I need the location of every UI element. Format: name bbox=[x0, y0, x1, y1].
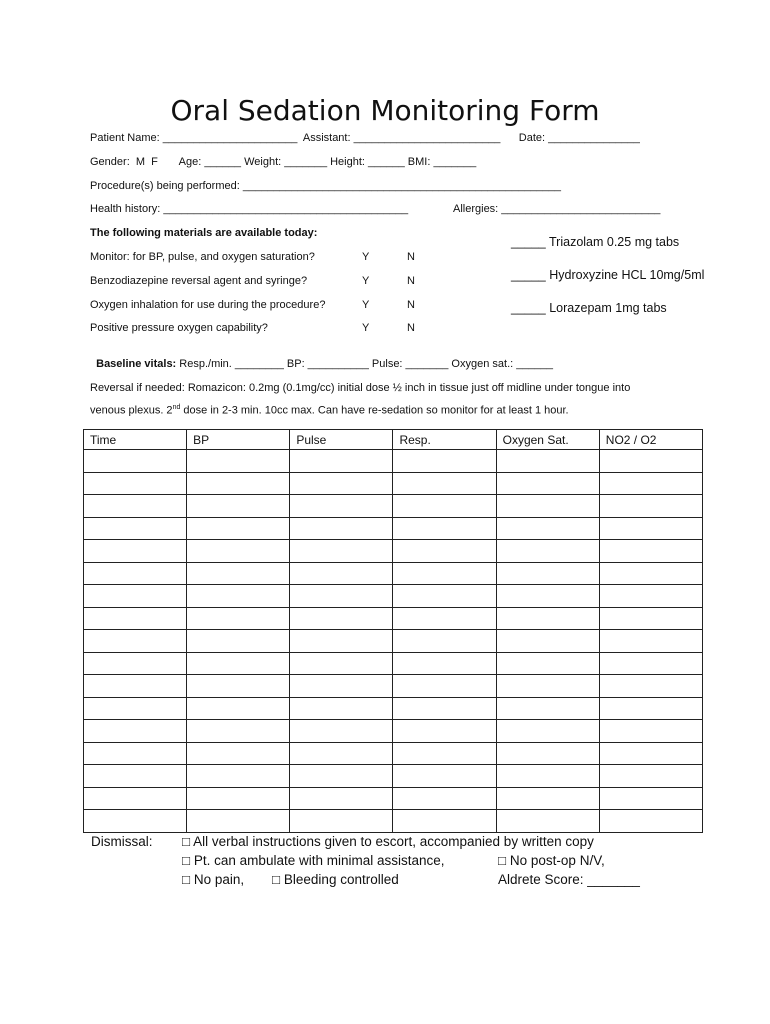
cell-bp[interactable] bbox=[187, 697, 290, 720]
cell-pulse[interactable] bbox=[290, 675, 393, 698]
table-row bbox=[84, 495, 703, 518]
cell-time[interactable] bbox=[84, 540, 187, 563]
cell-bp[interactable] bbox=[187, 540, 290, 563]
material-yes[interactable]: Y bbox=[362, 322, 370, 334]
table-row bbox=[84, 675, 703, 698]
cell-bp[interactable] bbox=[187, 742, 290, 765]
table-row bbox=[84, 607, 703, 630]
cell-resp[interactable] bbox=[393, 697, 496, 720]
cell-bp[interactable] bbox=[187, 810, 290, 833]
table-row bbox=[84, 652, 703, 675]
cell-bp[interactable] bbox=[187, 765, 290, 788]
cell-no2-o2[interactable] bbox=[599, 517, 702, 540]
cell-resp[interactable] bbox=[393, 787, 496, 810]
cell-resp[interactable] bbox=[393, 607, 496, 630]
cell-time[interactable] bbox=[84, 720, 187, 743]
table-header-row bbox=[84, 430, 703, 450]
gender-line[interactable]: Gender: M F Age: ______ Weight: _______ Height: ______ BMI: _______ bbox=[90, 156, 477, 168]
cell-pulse[interactable] bbox=[290, 472, 393, 495]
cell-time[interactable] bbox=[84, 585, 187, 608]
reversal-line-2: venous plexus. 2nd dose in 2-3 min. 10cc max. Can have re-sedation so monitor for at least 1 hour. bbox=[90, 404, 569, 417]
cell-bp[interactable] bbox=[187, 472, 290, 495]
table-row bbox=[84, 562, 703, 585]
cell-time[interactable] bbox=[84, 607, 187, 630]
cell-no2-o2[interactable] bbox=[599, 697, 702, 720]
cell-time[interactable] bbox=[84, 517, 187, 540]
cell-resp[interactable] bbox=[393, 450, 496, 473]
material-no[interactable]: N bbox=[407, 322, 415, 334]
cell-bp[interactable] bbox=[187, 675, 290, 698]
cell-resp[interactable] bbox=[393, 652, 496, 675]
cell-oxygen-sat[interactable] bbox=[496, 562, 599, 585]
cell-no2-o2[interactable] bbox=[599, 675, 702, 698]
cell-no2-o2[interactable] bbox=[599, 810, 702, 833]
cell-oxygen-sat[interactable] bbox=[496, 697, 599, 720]
cell-oxygen-sat[interactable] bbox=[496, 765, 599, 788]
cell-resp[interactable] bbox=[393, 562, 496, 585]
cell-resp[interactable] bbox=[393, 742, 496, 765]
cell-pulse[interactable] bbox=[290, 630, 393, 653]
cell-time[interactable] bbox=[84, 450, 187, 473]
cell-bp[interactable] bbox=[187, 450, 290, 473]
cell-pulse[interactable] bbox=[290, 495, 393, 518]
cell-oxygen-sat[interactable] bbox=[496, 607, 599, 630]
cell-pulse[interactable] bbox=[290, 720, 393, 743]
procedure-line[interactable]: Procedure(s) being performed: ____________________________________________________ bbox=[90, 180, 561, 192]
aldrete-score-field[interactable]: Aldrete Score: _______ bbox=[498, 872, 640, 887]
cell-resp[interactable] bbox=[393, 495, 496, 518]
cell-oxygen-sat[interactable] bbox=[496, 675, 599, 698]
cell-pulse[interactable] bbox=[290, 765, 393, 788]
drug-lorazepam[interactable]: _____ Lorazepam 1mg tabs bbox=[511, 301, 667, 315]
header-resp: Resp. bbox=[393, 430, 496, 450]
cell-pulse[interactable] bbox=[290, 697, 393, 720]
cell-pulse[interactable] bbox=[290, 742, 393, 765]
cell-time[interactable] bbox=[84, 630, 187, 653]
cell-bp[interactable] bbox=[187, 517, 290, 540]
dismissal-bleeding-checkbox[interactable]: □ Bleeding controlled bbox=[272, 872, 399, 887]
baseline-fields[interactable]: Resp./min. ________ BP: __________ Pulse: _______ Oxygen sat.: ______ bbox=[176, 358, 553, 370]
cell-resp[interactable] bbox=[393, 675, 496, 698]
cell-resp[interactable] bbox=[393, 472, 496, 495]
table-row bbox=[84, 472, 703, 495]
cell-pulse[interactable] bbox=[290, 652, 393, 675]
cell-no2-o2[interactable] bbox=[599, 585, 702, 608]
cell-pulse[interactable] bbox=[290, 517, 393, 540]
cell-no2-o2[interactable] bbox=[599, 652, 702, 675]
cell-resp[interactable] bbox=[393, 540, 496, 563]
baseline-vitals[interactable] bbox=[90, 346, 553, 370]
cell-no2-o2[interactable] bbox=[599, 765, 702, 788]
dismissal-no-nv-checkbox[interactable]: □ No post-op N/V, bbox=[498, 853, 605, 868]
header-time: Time bbox=[84, 430, 187, 450]
cell-time[interactable] bbox=[84, 562, 187, 585]
cell-resp[interactable] bbox=[393, 517, 496, 540]
cell-no2-o2[interactable] bbox=[599, 787, 702, 810]
cell-oxygen-sat[interactable] bbox=[496, 810, 599, 833]
cell-bp[interactable] bbox=[187, 652, 290, 675]
cell-time[interactable] bbox=[84, 675, 187, 698]
cell-oxygen-sat[interactable] bbox=[496, 720, 599, 743]
cell-time[interactable] bbox=[84, 810, 187, 833]
table-row bbox=[84, 630, 703, 653]
cell-oxygen-sat[interactable] bbox=[496, 585, 599, 608]
material-no[interactable]: N bbox=[407, 299, 415, 311]
cell-no2-o2[interactable] bbox=[599, 495, 702, 518]
material-label: Positive pressure oxygen capability? bbox=[90, 322, 268, 334]
table-row bbox=[84, 697, 703, 720]
dismissal-no-pain-checkbox[interactable]: □ No pain, bbox=[182, 872, 245, 887]
cell-time[interactable] bbox=[84, 652, 187, 675]
table-row bbox=[84, 787, 703, 810]
cell-resp[interactable] bbox=[393, 585, 496, 608]
dismissal-ambulate-checkbox[interactable]: □ Pt. can ambulate with minimal assistance, bbox=[182, 853, 445, 868]
cell-bp[interactable] bbox=[187, 787, 290, 810]
cell-no2-o2[interactable] bbox=[599, 630, 702, 653]
cell-resp[interactable] bbox=[393, 810, 496, 833]
patient-line[interactable]: Patient Name: ______________________ Assistant: ________________________ Date: _______________ bbox=[90, 132, 640, 144]
cell-bp[interactable] bbox=[187, 607, 290, 630]
cell-time[interactable] bbox=[84, 787, 187, 810]
cell-no2-o2[interactable] bbox=[599, 720, 702, 743]
header-no2-o2: NO2 / O2 bbox=[599, 430, 702, 450]
cell-resp[interactable] bbox=[393, 630, 496, 653]
table-row bbox=[84, 742, 703, 765]
cell-bp[interactable] bbox=[187, 495, 290, 518]
cell-pulse[interactable] bbox=[290, 787, 393, 810]
table-row bbox=[84, 517, 703, 540]
cell-oxygen-sat[interactable] bbox=[496, 450, 599, 473]
cell-resp[interactable] bbox=[393, 720, 496, 743]
material-label: Benzodiazepine reversal agent and syringe? bbox=[90, 275, 308, 287]
cell-bp[interactable] bbox=[187, 585, 290, 608]
cell-oxygen-sat[interactable] bbox=[496, 630, 599, 653]
baseline-label: Baseline vitals: bbox=[96, 358, 177, 370]
form-title: Oral Sedation Monitoring Form bbox=[170, 94, 600, 127]
cell-oxygen-sat[interactable] bbox=[496, 517, 599, 540]
cell-bp[interactable] bbox=[187, 562, 290, 585]
material-yes[interactable]: Y bbox=[362, 251, 370, 263]
cell-no2-o2[interactable] bbox=[599, 450, 702, 473]
cell-bp[interactable] bbox=[187, 630, 290, 653]
cell-time[interactable] bbox=[84, 472, 187, 495]
table-row bbox=[84, 810, 703, 833]
cell-bp[interactable] bbox=[187, 720, 290, 743]
cell-time[interactable] bbox=[84, 697, 187, 720]
drug-hydroxyzine[interactable]: _____ Hydroxyzine HCL 10mg/5ml bbox=[511, 268, 705, 282]
cell-oxygen-sat[interactable] bbox=[496, 495, 599, 518]
cell-oxygen-sat[interactable] bbox=[496, 472, 599, 495]
cell-oxygen-sat[interactable] bbox=[496, 742, 599, 765]
table-row bbox=[84, 585, 703, 608]
cell-no2-o2[interactable] bbox=[599, 742, 702, 765]
allergies-line[interactable]: Allergies: __________________________ bbox=[453, 203, 661, 215]
materials-heading: The following materials are available today: bbox=[90, 227, 318, 239]
cell-no2-o2[interactable] bbox=[599, 607, 702, 630]
table-row bbox=[84, 765, 703, 788]
header-oxygen-sat: Oxygen Sat. bbox=[496, 430, 599, 450]
reversal-line-1: Reversal if needed: Romazicon: 0.2mg (0.1mg/cc) initial dose ½ inch in tissue just off midline under tongue into bbox=[90, 382, 631, 394]
table-row bbox=[84, 720, 703, 743]
cell-resp[interactable] bbox=[393, 765, 496, 788]
cell-oxygen-sat[interactable] bbox=[496, 540, 599, 563]
table-row bbox=[84, 450, 703, 473]
drug-triazolam[interactable]: _____ Triazolam 0.25 mg tabs bbox=[511, 235, 680, 249]
header-bp: BP bbox=[187, 430, 290, 450]
material-label: Oxygen inhalation for use during the procedure? bbox=[90, 299, 326, 311]
monitoring-table bbox=[83, 429, 703, 833]
table-row bbox=[84, 540, 703, 563]
cell-pulse[interactable] bbox=[290, 562, 393, 585]
cell-oxygen-sat[interactable] bbox=[496, 652, 599, 675]
cell-time[interactable] bbox=[84, 495, 187, 518]
cell-no2-o2[interactable] bbox=[599, 540, 702, 563]
cell-no2-o2[interactable] bbox=[599, 472, 702, 495]
dismissal-escort-checkbox[interactable]: □ All verbal instructions given to escort, accompanied by written copy bbox=[182, 834, 594, 849]
material-no[interactable]: N bbox=[407, 251, 415, 263]
cell-pulse[interactable] bbox=[290, 607, 393, 630]
cell-pulse[interactable] bbox=[290, 540, 393, 563]
cell-time[interactable] bbox=[84, 742, 187, 765]
cell-pulse[interactable] bbox=[290, 585, 393, 608]
cell-time[interactable] bbox=[84, 765, 187, 788]
material-no[interactable]: N bbox=[407, 275, 415, 287]
header-pulse: Pulse bbox=[290, 430, 393, 450]
cell-pulse[interactable] bbox=[290, 810, 393, 833]
health-history-line[interactable]: Health history: ________________________________________ bbox=[90, 203, 409, 215]
dismissal-label: Dismissal: bbox=[91, 834, 153, 849]
cell-no2-o2[interactable] bbox=[599, 562, 702, 585]
material-yes[interactable]: Y bbox=[362, 275, 370, 287]
cell-oxygen-sat[interactable] bbox=[496, 787, 599, 810]
material-yes[interactable]: Y bbox=[362, 299, 370, 311]
material-label: Monitor: for BP, pulse, and oxygen saturation? bbox=[90, 251, 315, 263]
reversal-instructions bbox=[90, 379, 730, 421]
cell-pulse[interactable] bbox=[290, 450, 393, 473]
